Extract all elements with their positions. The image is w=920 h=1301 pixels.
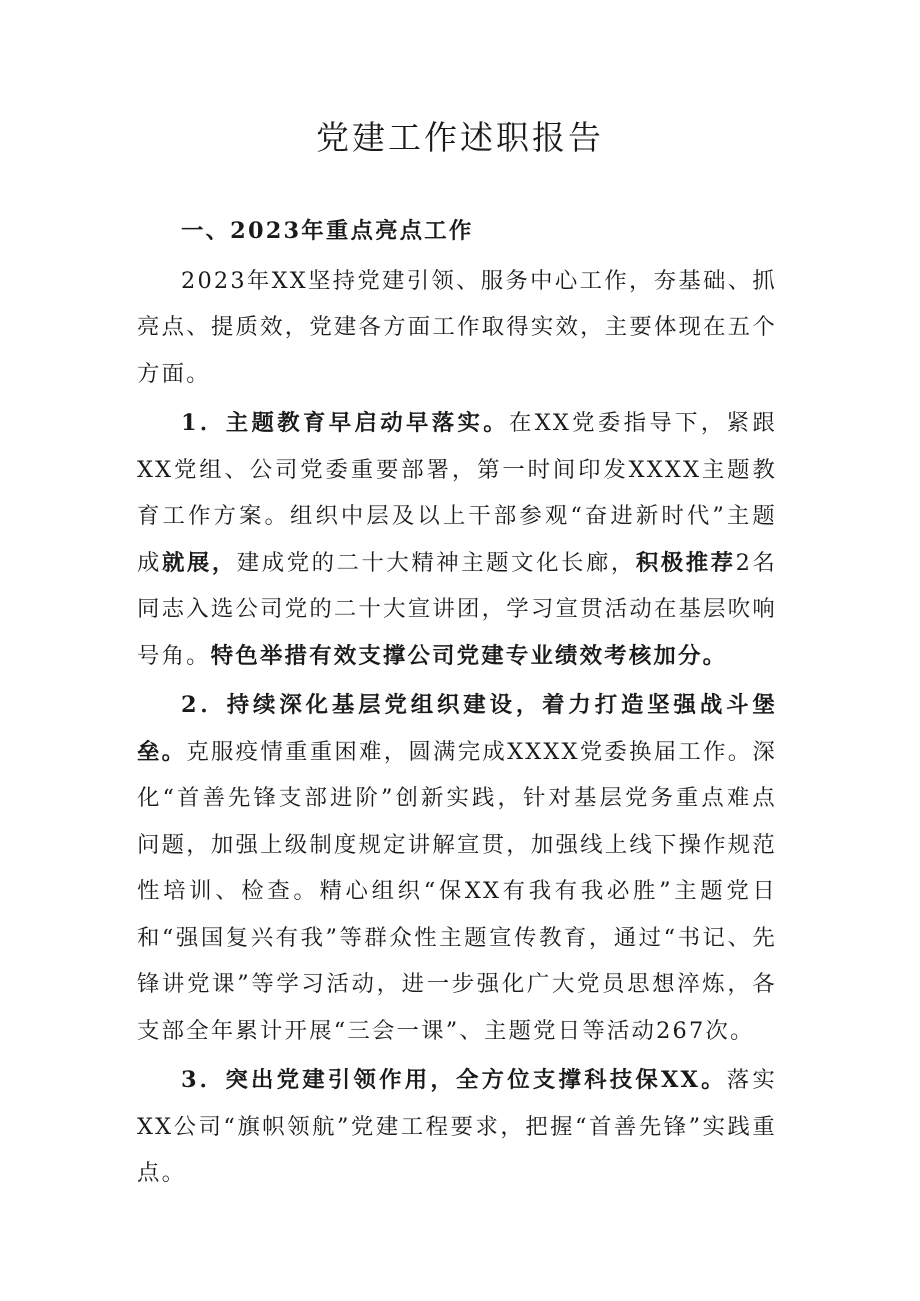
item-1-lead: 1．主题教育早启动早落实。 (181, 410, 509, 436)
item-1-text-c: 2名同志入选公司党的二十大宣讲团，学习宣贯活动在基层吹响号角。 (137, 549, 777, 669)
item-1-bold-b: 积极推荐 (635, 549, 736, 576)
item-3-lead: 3．突出党建引领作用，全方位支撑科技保XX。 (181, 1067, 727, 1093)
document-title: 党建工作述职报告 (316, 118, 604, 157)
section-heading: 一、2023年重点亮点工作 (181, 218, 474, 244)
item-1-bold-c: 特色举措有效支撑公司党建专业绩效考核加分。 (210, 642, 728, 669)
item-1-bold-a: 就展， (161, 549, 237, 576)
item-2-paragraph (137, 682, 777, 1054)
item-2-text: 克服疫情重重困难，圆满完成XXXX党委换届工作。深化“首善先锋支部进阶”创新实践，针对基层党务重点难点问题，加强上级制度规定讲解宣贯，加强线上线下操作规范性培训、检查。精心组织“保XX有我有我必胜”主题党日和“强国复兴有我”等群众性主题宣传教育，通过“书记、先锋讲党课”等学习活动，进一步强化广大党员思想淬炼，各支部全年累计开展“三会一课”、主题党日等活动267次。 (137, 738, 777, 1044)
document-body (137, 208, 777, 1200)
item-3-text: 落实XX公司“旗帜领航”党建工程要求，把握“首善先锋”实践重点。 (137, 1067, 777, 1186)
section-intro-paragraph: 2023年XX坚持党建引领、服务中心工作，夯基础、抓亮点、提质效，党建各方面工作取得实效，主要体现在五个方面。 (137, 267, 777, 387)
item-2-lead: 2．持续深化基层党组织建设，着力打造坚强战斗堡垒。 (137, 692, 777, 765)
item-3-paragraph (137, 1057, 777, 1197)
item-1-text-a: 在XX党委指导下，紧跟XX党组、公司党委重要部署，第一时间印发XXXX主题教育工作方案。组织中层及以上干部参观“奋进新时代”主题成 (137, 410, 777, 576)
item-1-text-b: 建成党的二十大精神主题文化长廊， (236, 549, 636, 576)
item-1-paragraph (137, 400, 777, 679)
